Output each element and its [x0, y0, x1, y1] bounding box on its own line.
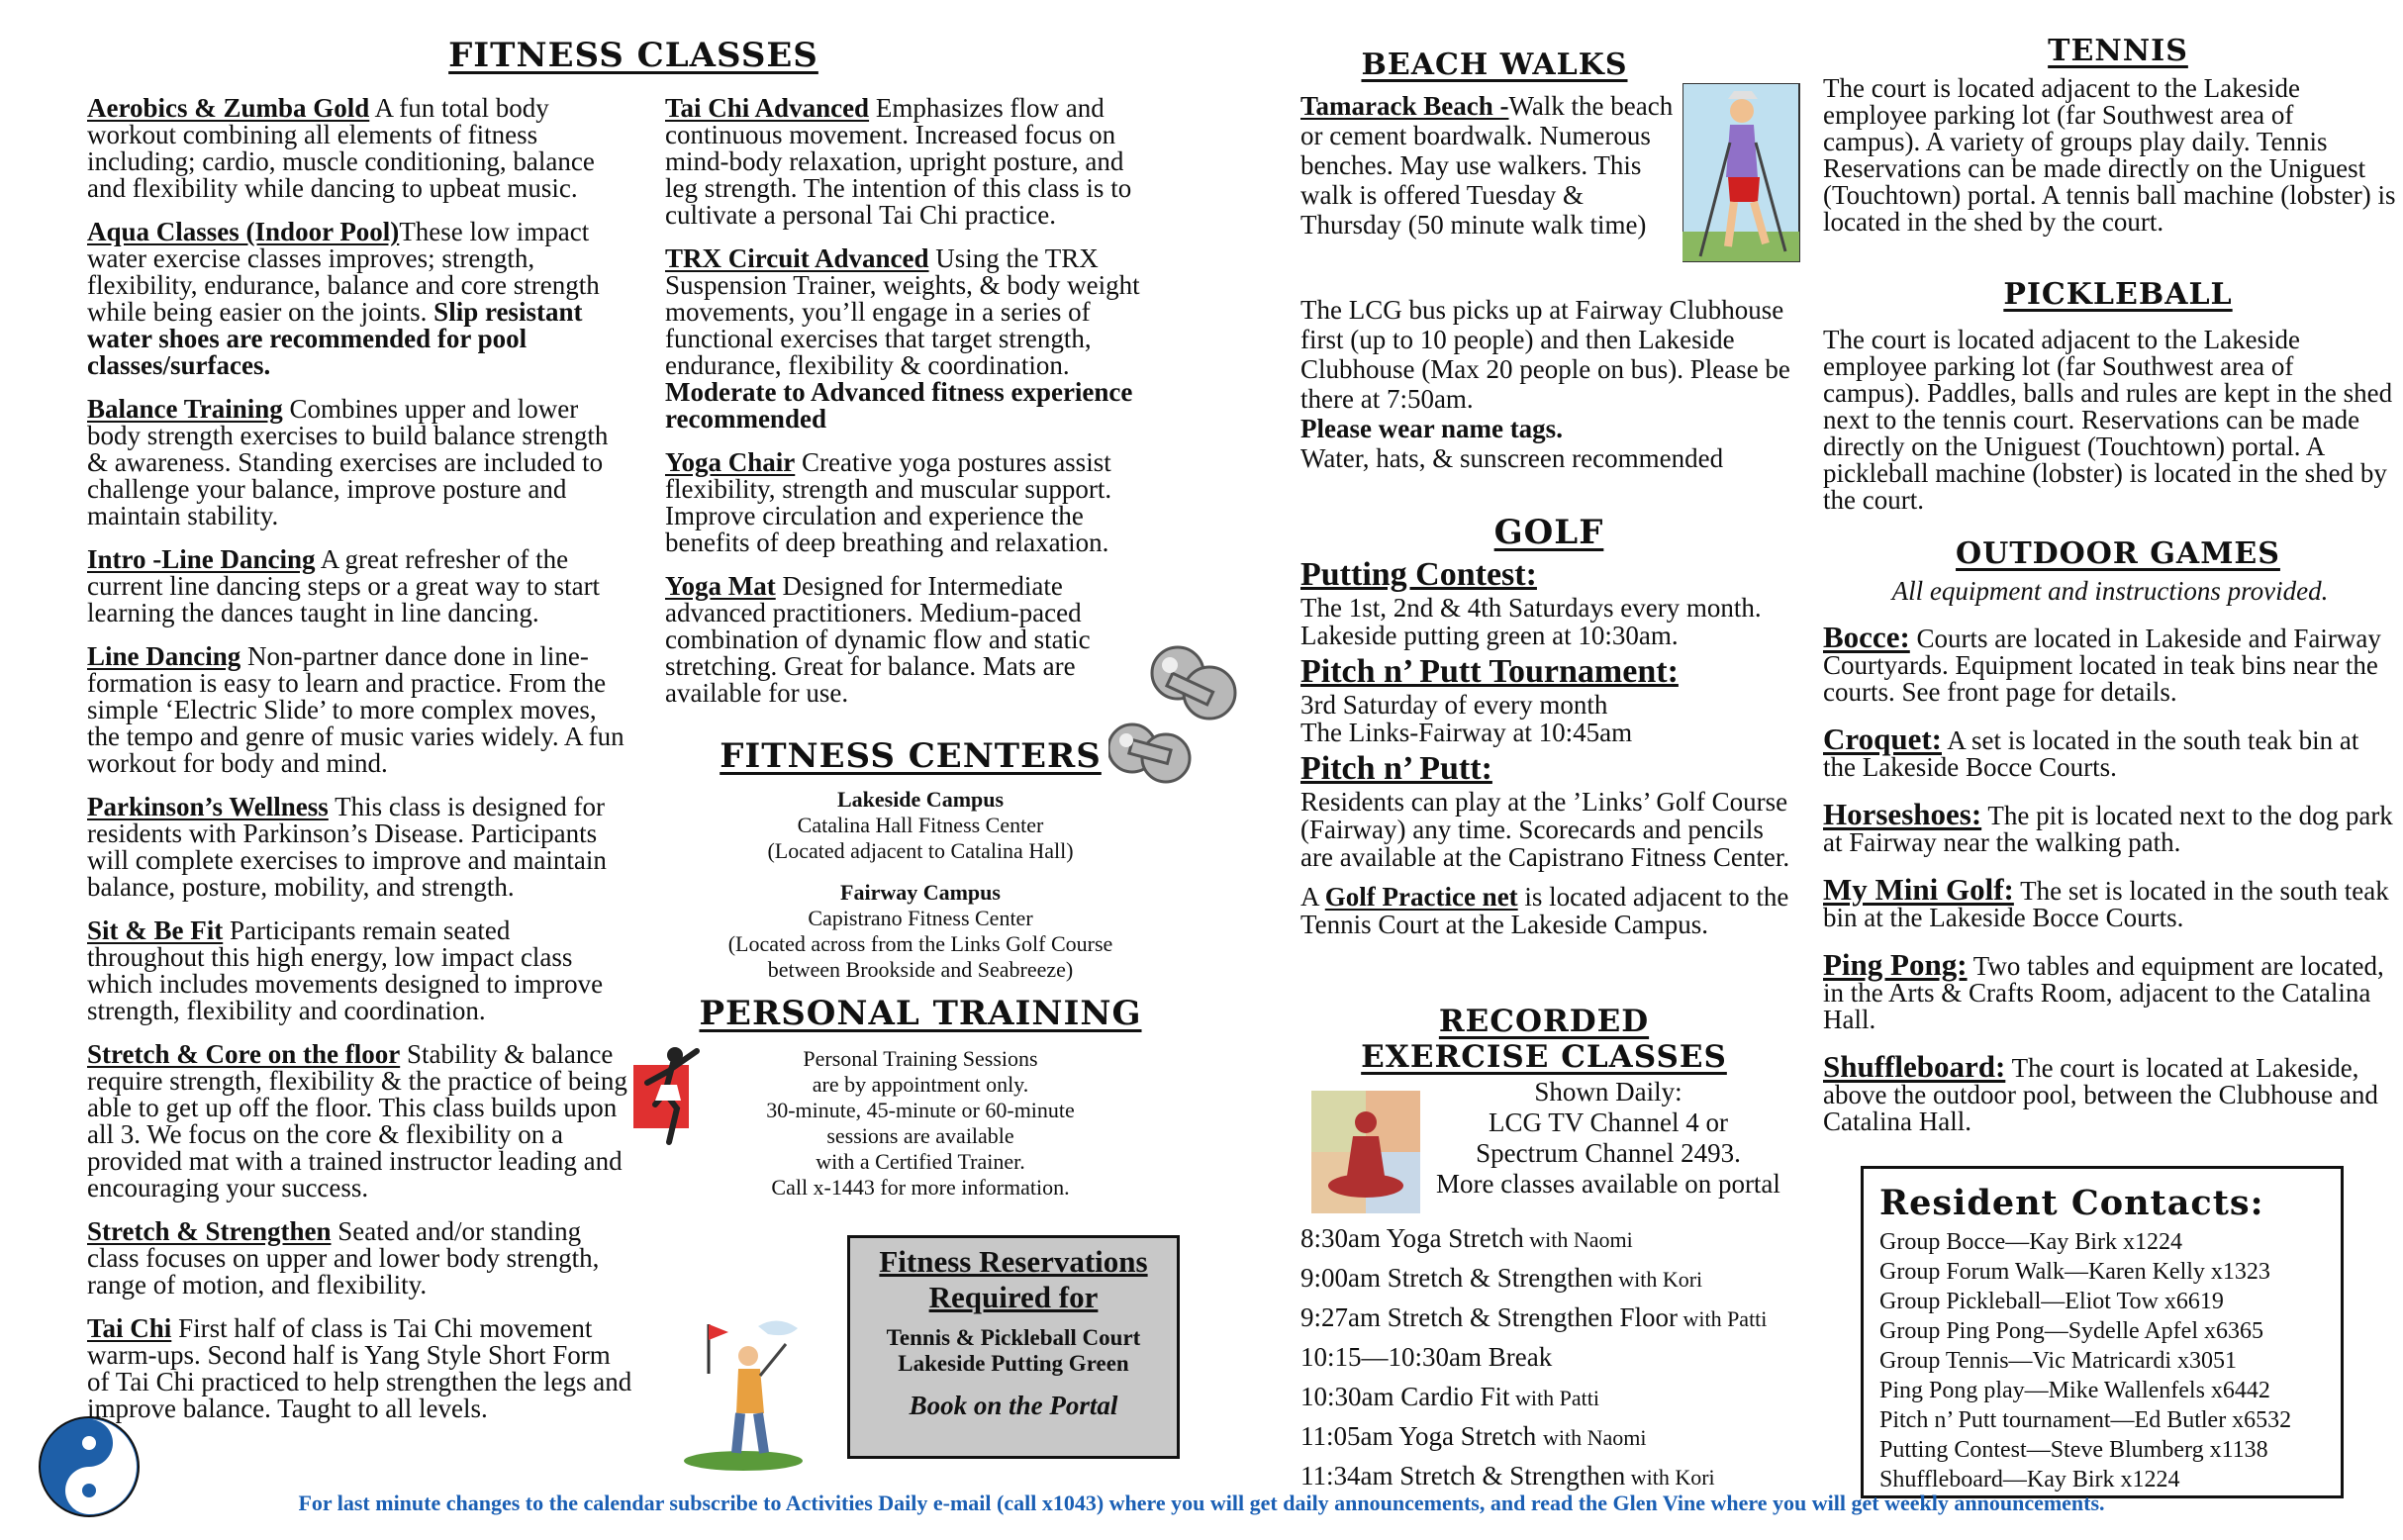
class-title: Stretch & Strengthen	[87, 1216, 332, 1246]
tournament-title: Pitch n’ Putt Tournament:	[1300, 653, 1679, 690]
reservations-box	[847, 1235, 1180, 1459]
personal-training-line: 30-minute, 45-minute or 60-minute	[766, 1098, 1075, 1122]
reservations-title-1: Fitness Reservations	[879, 1244, 1148, 1279]
outdoor-game-title: Ping Pong:	[1823, 947, 1968, 982]
class-note: Slip resistant water shoes are recommended for pool classes/surfaces.	[87, 297, 583, 380]
reservations-line-1: Tennis & Pickleball Court	[886, 1325, 1141, 1350]
class-description: Emphasizes flow and continuous movement. Increased focus on mind-body relaxation, upright posture, and leg strength. The intention of this class is to cultivate a personal Tai Chi practice.	[665, 93, 1132, 230]
class-title: Aqua Classes (Indoor Pool)	[87, 217, 400, 246]
class-description: Combines upper and lower body strength exercises to build balance strength & awareness. Standing exercises are included to challenge your balance, improve posture and maintain stability.	[87, 394, 609, 530]
class-title: Parkinson’s Wellness	[87, 792, 329, 821]
resident-contacts-box	[1861, 1166, 2344, 1498]
class-entry	[87, 1315, 633, 1422]
practice-prefix: A	[1300, 882, 1325, 912]
fairway-center-name: Capistrano Fitness Center	[808, 906, 1033, 930]
schedule-row	[1300, 1338, 1795, 1378]
more-classes-note: More classes available on portal	[1436, 1169, 1780, 1199]
golf-section	[1300, 556, 1795, 938]
class-title: Line Dancing	[87, 641, 241, 671]
class-description: Seated and/or standing class focuses on upper and lower body strength, range of motion, and flexibility.	[87, 1216, 600, 1299]
contact-row: Ping Pong play—Mike Wallenfels x6442	[1879, 1378, 2270, 1403]
schedule-row	[1300, 1378, 1795, 1417]
schedule-instructor: with Naomi	[1523, 1227, 1633, 1252]
lakeside-campus-title: Lakeside Campus	[836, 787, 1005, 812]
class-entry	[87, 396, 633, 529]
golf-practice-title: Golf Practice net	[1324, 882, 1518, 912]
dancer-icon	[625, 1043, 715, 1152]
class-entry	[87, 1218, 633, 1299]
schedule-instructor: with Naomi	[1543, 1425, 1647, 1450]
beach-walks-bus-info	[1300, 295, 1795, 473]
outdoor-game-entry	[1823, 722, 2397, 782]
reservations-title-2: Required for	[928, 1280, 1099, 1314]
outdoor-games-heading: OUTDOOR GAMES	[1956, 536, 2280, 571]
class-description: First half of class is Tai Chi movement warm-ups. Second half is Yang Style Short Form of Tai Chi practiced to help strengthen the legs and improve balance. Taught to all levels.	[87, 1313, 632, 1423]
tournament-text-1: 3rd Saturday of every month	[1300, 690, 1608, 720]
beach-walks-text: Walk the beach or cement boardwalk. Numerous benches. May use walkers. This walk is offered Tuesday & Thursday (50 minute walk time)	[1300, 91, 1674, 240]
class-note: Moderate to Advanced fitness experience recommended	[665, 377, 1133, 433]
schedule-row	[1300, 1259, 1795, 1299]
class-title: Sit & Be Fit	[87, 915, 224, 945]
class-entry	[87, 546, 633, 626]
class-entry	[665, 449, 1160, 556]
personal-training-line: Call x-1443 for more information.	[771, 1175, 1070, 1200]
schedule-instructor: with Patti	[1509, 1386, 1599, 1410]
outdoor-game-title: My Mini Golf:	[1823, 872, 2014, 907]
schedule-time: 10:15—10:30am Break	[1300, 1342, 1553, 1372]
channel-2: Spectrum Channel 2493.	[1476, 1138, 1741, 1168]
footer-note: For last minute changes to the calendar subscribe to Activities Daily e-mail (call x1043) where you will get daily announcements, and read the Glen Vine where you will get weekly announcements.	[298, 1491, 2105, 1515]
personal-training-line: with a Certified Trainer.	[816, 1149, 1025, 1174]
pickleball-heading: PICKLEBALL	[2003, 277, 2233, 312]
bus-pickup-text: The LCG bus picks up at Fairway Clubhouse first (up to 10 people) and then Lakeside Clubhouse (Max 20 people on bus). Please be there at 7:50am.	[1300, 295, 1790, 414]
outdoor-game-text: Two tables and equipment are located, in the Arts & Crafts Room, adjacent to the Catalina Hall.	[1823, 951, 2384, 1034]
personal-training-line: Personal Training Sessions	[803, 1046, 1038, 1071]
reservations-line-2: Lakeside Putting Green	[898, 1351, 1129, 1376]
tournament-text-2: The Links-Fairway at 10:45am	[1300, 718, 1633, 747]
schedule-time: 8:30am Yoga Stretch	[1300, 1223, 1524, 1253]
dumbbells-icon	[1108, 641, 1237, 785]
class-title: Balance Training	[87, 394, 283, 424]
contact-row: Putting Contest—Steve Blumberg x1138	[1879, 1437, 2268, 1463]
recorded-schedule	[1300, 1219, 1795, 1496]
outdoor-game-title: Shuffleboard:	[1823, 1049, 2006, 1084]
contact-row: Group Bocce—Kay Birk x1224	[1879, 1229, 2182, 1255]
class-entry	[87, 95, 633, 202]
class-description: Non-partner dance done in line-formation is easy to learn and practice. From the simple ‘Electric Slide’ to more complex moves, the tempo and genre of music varies widely. A fun workout for body and mind.	[87, 641, 625, 778]
recorded-channel-info	[1425, 1077, 1791, 1200]
fitness-classes-right-column	[665, 95, 1160, 723]
practice-suffix: is located adjacent to the Tennis Court at the Lakeside Campus.	[1300, 882, 1789, 939]
outdoor-game-text: A set is located in the south teak bin at the Lakeside Bocce Courts.	[1823, 725, 2359, 782]
class-title: Stretch & Core on the floor	[87, 1039, 401, 1069]
recorded-heading-1: RECORDED	[1438, 1004, 1650, 1039]
class-description: Designed for Intermediate advanced practitioners. Medium-paced combination of dynamic flow and static stretching. Great for balance. Mats are available for use.	[665, 571, 1091, 708]
contact-row: Pitch n’ Putt tournament—Ed Butler x6532	[1879, 1407, 2292, 1433]
name-tags-note: Please wear name tags.	[1300, 414, 1563, 443]
outdoor-game-entry	[1823, 872, 2397, 932]
class-entry	[87, 219, 633, 379]
reservations-line-3: Book on the Portal	[909, 1391, 1118, 1420]
personal-training-heading: PERSONAL TRAINING	[699, 994, 1142, 1033]
class-description: Stability & balance require strength, flexibility & the practice of being able to get up off the floor. This class builds upon all 3. We focus on the core & flexibility on a provided mat with a trained instructor leading and encouraging your success.	[87, 1039, 627, 1203]
class-entry	[87, 643, 633, 777]
outdoor-games-subtitle: All equipment and instructions provided.	[1891, 576, 2329, 606]
channel-1: LCG TV Channel 4 or	[1489, 1107, 1728, 1137]
outdoor-game-text: The pit is located next to the dog park at Fairway near the walking path.	[1823, 801, 2393, 857]
resident-contacts-list	[1879, 1227, 2341, 1494]
nordic-walker-icon	[1682, 83, 1801, 263]
class-description: Using the TRX Suspension Trainer, weights, & body weight movements, you’ll engage in a series of functional exercises that target strength, endurance, flexibility & coordination.	[665, 243, 1140, 380]
class-entry	[665, 245, 1160, 433]
outdoor-game-title: Horseshoes:	[1823, 797, 1982, 831]
class-entry	[665, 95, 1160, 229]
schedule-time: 11:34am Stretch & Strengthen	[1300, 1461, 1626, 1491]
schedule-instructor: with Kori	[1612, 1267, 1703, 1292]
fitness-classes-left-column	[87, 95, 633, 1439]
outdoor-game-text: The set is located in the south teak bin at the Lakeside Bocce Courts.	[1823, 876, 2389, 932]
class-description: Creative yoga postures assist flexibility, strength and muscular support. Improve circulation and experience the benefits of deep breathing and relaxation.	[665, 447, 1112, 557]
class-description: Participants remain seated throughout this high energy, low impact class which includes movements designed to improve strength, flexibility and coordination.	[87, 915, 604, 1025]
contact-row: Group Tennis—Vic Matricardi x3051	[1879, 1348, 2238, 1374]
class-title: Yoga Chair	[665, 447, 796, 477]
class-entry	[87, 1041, 633, 1202]
class-description: A great refresher of the current line dancing steps or a great way to start learning the dances taught in line dancing.	[87, 544, 601, 627]
lakeside-center-name: Catalina Hall Fitness Center	[797, 813, 1044, 837]
fairway-center-location-2: between Brookside and Seabreeze)	[767, 957, 1074, 982]
contact-row: Group Pickleball—Eliot Tow x6619	[1879, 1289, 2224, 1314]
pitch-n-putt-title: Pitch n’ Putt:	[1300, 750, 1492, 787]
tennis-text: The court is located adjacent to the Lakeside employee parking lot (far Southwest area of campus). A variety of groups play daily. Tennis Reservations can be made directly on the Uniguest (Touchtown) portal. A tennis ball machine (lobster) is located in the shed by the court.	[1823, 73, 2396, 237]
schedule-time: 11:05am Yoga Stretch	[1300, 1421, 1543, 1451]
outdoor-game-text: Courts are located in Lakeside and Fairway Courtyards. Equipment located in teak bins near the courts. See front page for details.	[1823, 624, 2381, 707]
class-title: Intro -Line Dancing	[87, 544, 316, 574]
putting-contest-text: The 1st, 2nd & 4th Saturdays every month. Lakeside putting green at 10:30am.	[1300, 593, 1762, 650]
schedule-instructor: with Kori	[1625, 1465, 1715, 1490]
lakeside-center-location: (Located adjacent to Catalina Hall)	[767, 838, 1074, 863]
water-note: Water, hats, & sunscreen recommended	[1300, 443, 1724, 473]
fitness-classes-heading: FITNESS CLASSES	[448, 36, 818, 75]
tennis-heading: TENNIS	[2048, 34, 2188, 68]
outdoor-games-list	[1823, 620, 2397, 1155]
beach-walks-heading: BEACH WALKS	[1361, 48, 1628, 82]
golf-heading: GOLF	[1493, 513, 1604, 552]
class-title: TRX Circuit Advanced	[665, 243, 929, 273]
golfer-icon	[679, 1314, 808, 1473]
class-title: Tai Chi Advanced	[665, 93, 870, 123]
schedule-row	[1300, 1299, 1795, 1338]
class-description: This class is designed for residents with Parkinson’s Disease. Participants will complete exercises to improve and maintain balance, posture, mobility, and strength.	[87, 792, 607, 902]
outdoor-game-text: The court is located at Lakeside, above the outdoor pool, between the Clubhouse and Catalina Hall.	[1823, 1053, 2378, 1136]
contact-row: Group Forum Walk—Karen Kelly x1323	[1879, 1259, 2270, 1285]
putting-contest-title: Putting Contest:	[1300, 556, 1537, 593]
tamarack-beach-title: Tamarack Beach -	[1300, 91, 1509, 121]
outdoor-game-entry	[1823, 797, 2397, 857]
schedule-row	[1300, 1417, 1795, 1457]
schedule-row	[1300, 1219, 1795, 1259]
outdoor-game-entry	[1823, 620, 2397, 707]
schedule-time: 9:27am Stretch & Strengthen Floor	[1300, 1302, 1678, 1332]
outdoor-game-title: Bocce:	[1823, 620, 1910, 654]
class-entry	[665, 573, 1160, 707]
beach-walks-description	[1300, 91, 1677, 240]
golf-practice-text	[1300, 883, 1795, 938]
fairway-campus-title: Fairway Campus	[840, 880, 1001, 905]
fitness-centers-info	[653, 787, 1188, 983]
contact-row: Shuffleboard—Kay Birk x1224	[1879, 1467, 2180, 1492]
class-description: A fun total body workout combining all elements of fitness including; cardio, muscle conditioning, balance and flexibility while dancing to upbeat music.	[87, 93, 595, 203]
personal-training-line: sessions are available	[826, 1123, 1014, 1148]
class-title: Yoga Mat	[665, 571, 776, 601]
schedule-time: 10:30am Cardio Fit	[1300, 1382, 1510, 1411]
personal-training-line: are by appointment only.	[812, 1072, 1029, 1097]
class-description: These low impact water exercise classes improves; strength, flexibility, endurance, balance and core strength while being easier on the joints.	[87, 217, 600, 327]
class-title: Aerobics & Zumba Gold	[87, 93, 370, 123]
class-entry	[87, 794, 633, 901]
class-title: Tai Chi	[87, 1313, 172, 1343]
schedule-time: 9:00am Stretch & Strengthen	[1300, 1263, 1613, 1293]
meditation-icon	[1311, 1091, 1420, 1213]
outdoor-game-entry	[1823, 947, 2397, 1034]
outdoor-game-title: Croquet:	[1823, 722, 1942, 756]
fairway-center-location-1: (Located across from the Links Golf Course	[727, 931, 1113, 956]
schedule-instructor: with Patti	[1677, 1306, 1768, 1331]
recorded-heading-2: EXERCISE CLASSES	[1361, 1039, 1727, 1075]
resident-contacts-heading: Resident Contacts:	[1879, 1183, 2264, 1223]
class-entry	[87, 917, 633, 1024]
outdoor-game-entry	[1823, 1049, 2397, 1136]
contact-row: Group Ping Pong—Sydelle Apfel x6365	[1879, 1318, 2263, 1344]
pickleball-text: The court is located adjacent to the Lakeside employee parking lot (far Southwest area of campus). Paddles, balls and rules are kept in the shed next to the tennis court. Reservations can be made directly on the Uniguest (Touchtown) portal. A pickleball machine (lobster) is located in the shed by the court.	[1823, 325, 2393, 515]
personal-training-info	[693, 1046, 1148, 1201]
fitness-centers-heading: FITNESS CENTERS	[720, 736, 1102, 776]
shown-daily: Shown Daily:	[1534, 1077, 1682, 1107]
pitch-n-putt-text: Residents can play at the ’Links’ Golf Course (Fairway) any time. Scorecards and pencils are available at the Capistrano Fitness Center.	[1300, 787, 1790, 872]
